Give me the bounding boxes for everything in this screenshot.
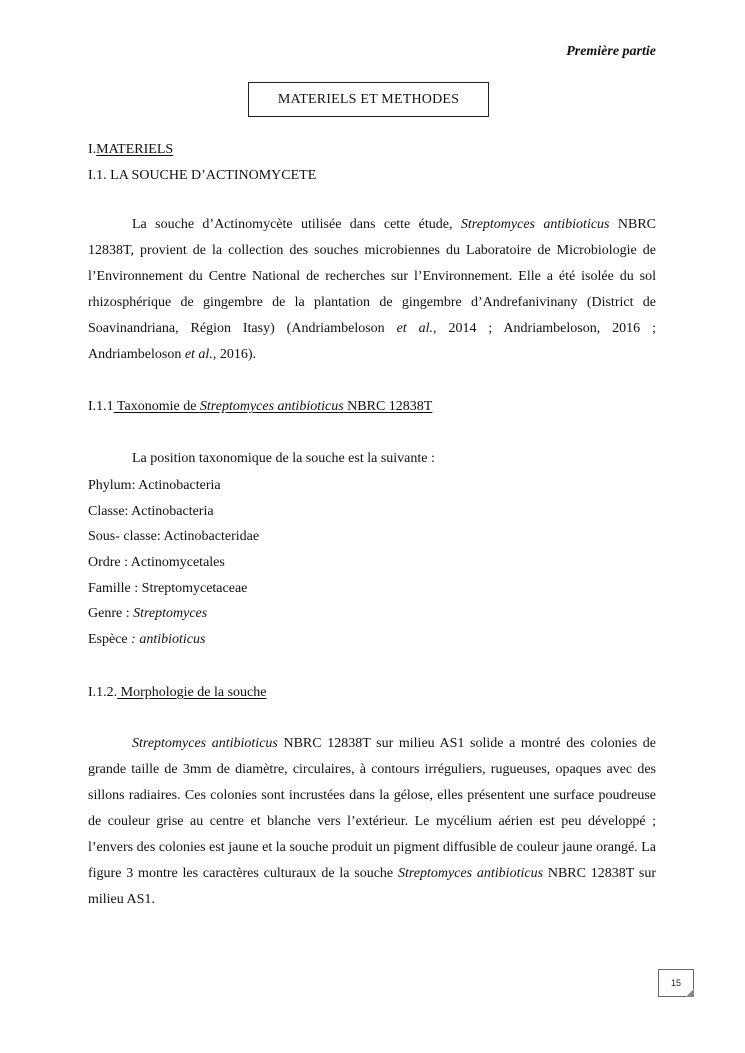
taxonomy-label: Genre : [88,606,134,622]
species-name: Streptomyces antibioticus [132,736,278,751]
heading-morphologie [88,685,266,701]
heading-number: I. [88,142,97,157]
heading-text: NBRC 12838T [343,399,433,414]
heading-souche: I.1. LA SOUCHE D’ACTINOMYCETE [88,168,317,183]
part-label: Première partie [566,44,656,59]
taxonomy-label: Espèce [88,632,132,648]
morphology-paragraph [88,731,656,913]
species-name: Streptomyces antibioticus [199,399,344,414]
text-run: NBRC 12838T sur milieu AS1 solide a montré des colonies de grande taille de 3mm de diamètre, circulaires, à contours irréguliers, rugueuses, opaques avec des sillons radiaires. Ces colonies sont incrustées dans la gélose, elles présentent une surface poudreuse de couleur grise au centre et blanche vers l’extérieur. Le mycélium aérien est peu développé ; l’envers des colonies est jaune et la souche produit un pigment diffusible de couleur jaune orangé. La figure 3 montre les caractères culturaux de la souche [88,736,656,881]
text-run: NBRC 12838T, provient de la collection des souches microbiennes du Laboratoire de Microbiologie de l’Environnement du Centre National de recherches sur l’Environnement. Elle a été isolée du sol rhizosphérique de gingembre de la plantation de gingembre d’Andrefanivinany (District de Soavinandriana, Région Itasy) (Andriambeloson [88,217,657,336]
heading-label: Morphologie de la souche [117,685,267,700]
taxonomy-classe: Classe: Actinobacteria [88,503,214,519]
heading-number: I.1.2. [88,685,118,700]
intro-paragraph [88,212,656,368]
heading-taxonomie [88,399,432,415]
heading-label: MATERIELS [96,142,174,157]
text-run: , 2016). [212,347,256,362]
taxonomy-genre [88,604,259,630]
taxonomy-value: Streptomyces [133,606,208,622]
citation-etal: et al. [184,347,213,362]
taxonomy-intro: La position taxonomique de la souche est la suivante : [132,451,435,466]
heading-text: Taxonomie de [113,399,200,414]
taxonomy-value: : antibioticus [131,632,206,648]
heading-materiels [88,142,173,158]
page-number-text: 15 [670,978,681,988]
species-name: Streptomyces antibioticus [397,866,544,881]
species-name: Streptomyces antibioticus [460,217,610,232]
heading-number: I.1.1 [88,399,114,414]
text-run: NBRC 12838T sur milieu AS1. [88,866,656,907]
page-number [658,969,694,997]
text-run: , 2014 ; Andriambeloson, 2016 ; Andriambeloson [88,321,656,362]
taxonomy-famille: Famille : Streptomycetaceae [88,580,248,596]
citation-etal: et al. [396,321,434,336]
section-title-box [248,82,489,117]
taxonomy-espece [88,630,259,656]
section-title: MATERIELS ET METHODES [277,91,460,107]
heading-label [114,399,433,414]
taxonomy-sous-classe: Sous- classe: Actinobacteridae [88,529,260,545]
taxonomy-phylum: Phylum: Actinobacteria [88,478,221,493]
taxonomy-ordre: Ordre : Actinomycetales [88,555,225,571]
taxonomy-list [88,476,259,656]
text-run: La souche d’Actinomycète utilisée dans cette étude, [132,217,461,232]
